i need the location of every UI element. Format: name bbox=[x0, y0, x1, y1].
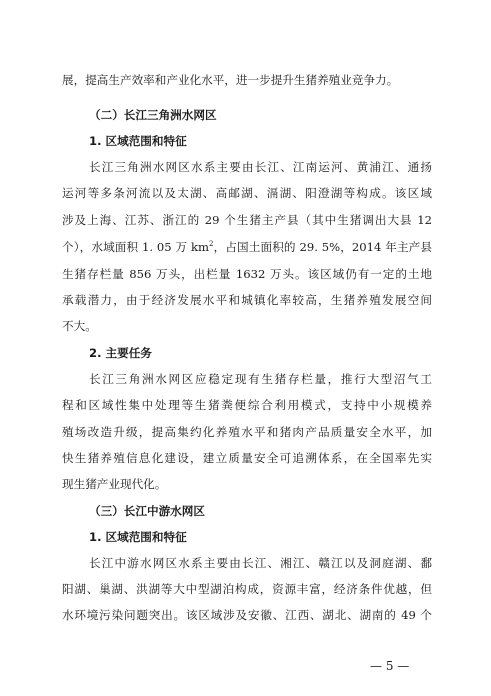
text-run: ，占国土面积的 29. 5%，2014 年主产县 bbox=[213, 240, 432, 254]
paragraph-line: 生猪存栏量 856 万头，出栏量 1632 万头。该区域仍有一定的土地 bbox=[62, 267, 432, 281]
paragraph-line: 运河等多条河流以及太湖、高邮湖、滆湖、阳澄湖等构成。该区域 bbox=[62, 186, 432, 200]
paragraph-line: 水环境污染问题突出。该区域涉及安徽、江西、湖北、湖南的 49 个 bbox=[62, 608, 432, 622]
paragraph-line: 殖场改造升级，提高集约化养殖水平和猪肉产品质量安全水平，加 bbox=[62, 425, 432, 439]
section-heading-3: （三）长江中游水网区 bbox=[89, 504, 205, 518]
paragraph-line: 长江三角洲水网区应稳定现有生猪存栏量，推行大型沼气工 bbox=[89, 372, 432, 386]
paragraph-line: 展，提高生产效率和产业化水平，进一步提升生猪养殖业竞争力。 bbox=[62, 73, 399, 87]
paragraph-line bbox=[62, 239, 432, 255]
paragraph-line: 承载潜力，由于经济发展水平和城镇化率较高，生猪养殖发展空间 bbox=[62, 293, 432, 307]
paragraph-line: 阳湖、巢湖、洪湖等大中型湖泊构成，资源丰富，经济条件优越，但 bbox=[62, 582, 432, 596]
superscript: 2 bbox=[209, 240, 214, 249]
page-number: — 5 — bbox=[370, 659, 410, 673]
paragraph-line: 长江中游水网区水系主要由长江、湘江、赣江以及洞庭湖、鄱 bbox=[89, 556, 432, 570]
paragraph-line: 涉及上海、江苏、浙江的 29 个生猪主产县（其中生猪调出大县 12 bbox=[62, 213, 432, 227]
subsection-heading: 1. 区域范围和特征 bbox=[89, 530, 187, 544]
paragraph-line: 不大。 bbox=[62, 319, 97, 333]
paragraph-line: 程和区域性集中处理等生猪粪便综合利用模式，支持中小规模养 bbox=[62, 398, 432, 412]
text-run: 个），水域面积 1. 05 万 km bbox=[62, 240, 210, 254]
subsection-heading: 1. 区域范围和特征 bbox=[89, 134, 187, 148]
subsection-heading: 2. 主要任务 bbox=[89, 346, 152, 360]
paragraph-line: 长江三角洲水网区水系主要由长江、江南运河、黄浦江、通扬 bbox=[89, 160, 432, 174]
paragraph-line: 现生猪产业现代化。 bbox=[62, 477, 167, 491]
paragraph-line: 快生猪养殖信息化建设，建立质量安全可追溯体系，在全国率先实 bbox=[62, 451, 432, 465]
section-heading-2: （二）长江三角洲水网区 bbox=[89, 108, 217, 122]
